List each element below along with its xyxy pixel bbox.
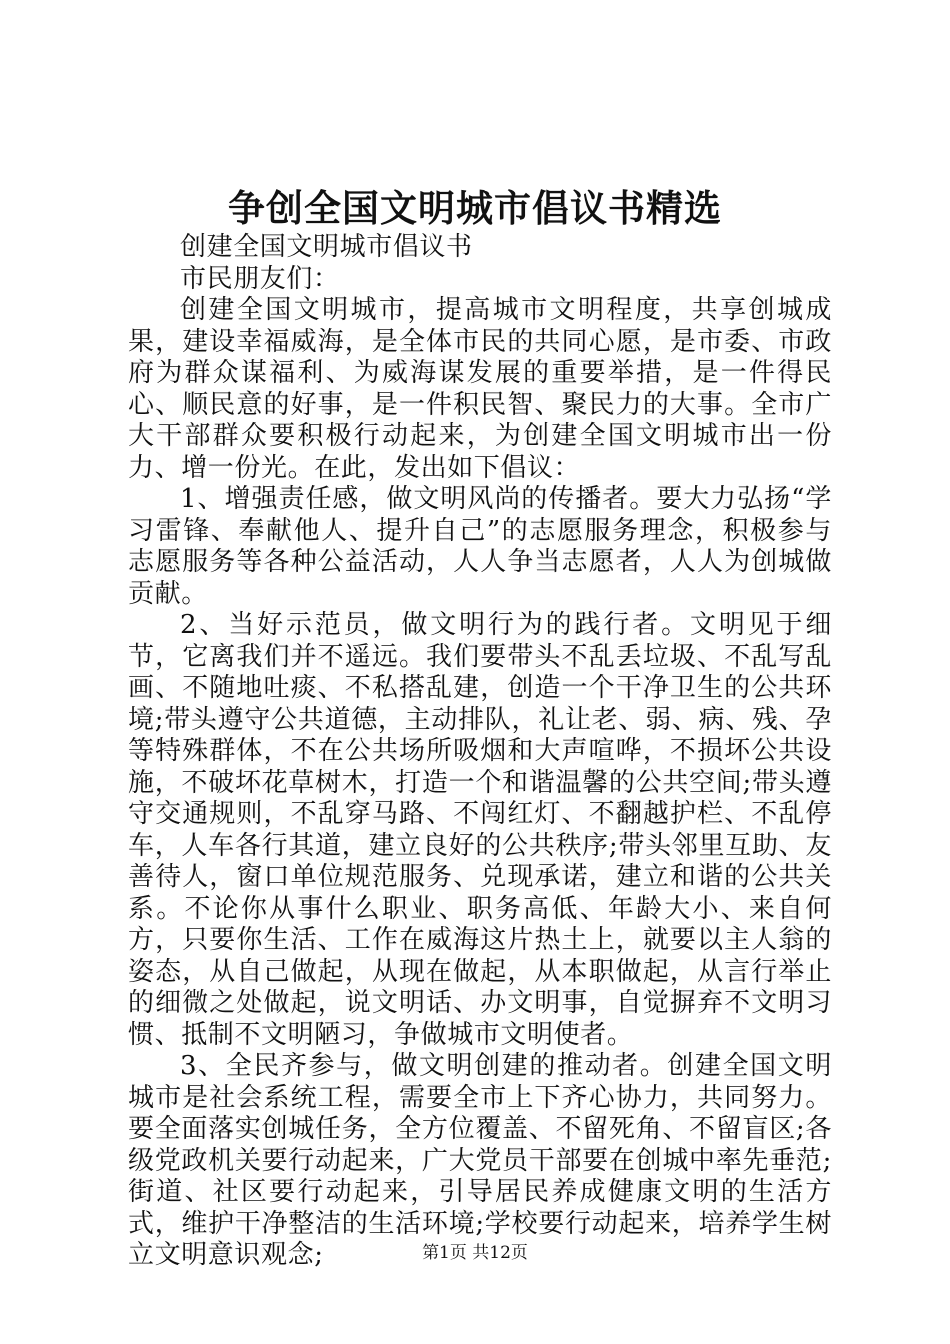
document-title: 争创全国文明城市倡议书精选: [228, 186, 722, 230]
proposal-1-paragraph: 1、增强责任感，做文明风尚的传播者。要大力弘扬“学习雷锋、奉献他人、提升自己”的志愿服务理念，积极参与志愿服务等各种公益活动，人人争当志愿者，人人为创城做贡献。: [128, 484, 832, 609]
page-footer: [0, 1241, 950, 1265]
page-number: 第1页 共12页: [422, 1243, 528, 1263]
subtitle-paragraph: 创建全国文明城市倡议书: [180, 232, 473, 262]
intro-paragraph: 创建全国文明城市，提高城市文明程度，共享创城成果，建设幸福威海，是全体市民的共同心愿，是市委、市政府为群众谋福利、为威海谋发展的重要举措，是一件得民心、顺民意的好事，是一件积民智、聚民力的大事。全市广大干部群众要积极行动起来，为创建全国文明城市出一份力、增一份光。在此，发出如下倡议：: [128, 295, 832, 483]
proposal-2-paragraph: 2、当好示范员，做文明行为的践行者。文明见于细节，它离我们并不遥远。我们要带头不乱丢垃圾、不乱写乱画、不随地吐痰、不私搭乱建，创造一个干净卫生的公共环境;带头遵守公共道德，主动排队，礼让老、弱、病、残、孕等特殊群体，不在公共场所吸烟和大声喧哗，不损坏公共设施，不破坏花草树木，打造一个和谐温馨的公共空间;带头遵守交通规则，不乱穿马路、不闯红灯、不翻越护栏、不乱停车，人车各行其道，建立良好的公共秩序;带头邻里互助、友善待人，窗口单位规范服务、兑现承诺，建立和谐的公共关系。不论你从事什么职业、职务高低、年龄大小、来自何方，只要你生活、工作在威海这片热土上，就要以主人翁的姿态，从自己做起，从现在做起，从本职做起，从言行举止的细微之处做起，说文明话、办文明事，自觉摒弃不文明习惯、抵制不文明陋习，争做城市文明使者。: [128, 610, 832, 1050]
salutation-paragraph: 市民朋友们：: [180, 263, 340, 294]
document-body: [128, 232, 832, 1272]
proposal-3-paragraph: 3、全民齐参与，做文明创建的推动者。创建全国文明城市是社会系统工程，需要全市上下齐心协力，共同努力。要全面落实创城任务，全方位覆盖、不留死角、不留盲区;各级党政机关要行动起来，广大党员干部要在创城中率先垂范;街道、社区要行动起来，引导居民养成健康文明的生活方式，维护干净整洁的生活环境;学校要行动起来，培养学生树立文明意识观念;: [128, 1051, 832, 1270]
